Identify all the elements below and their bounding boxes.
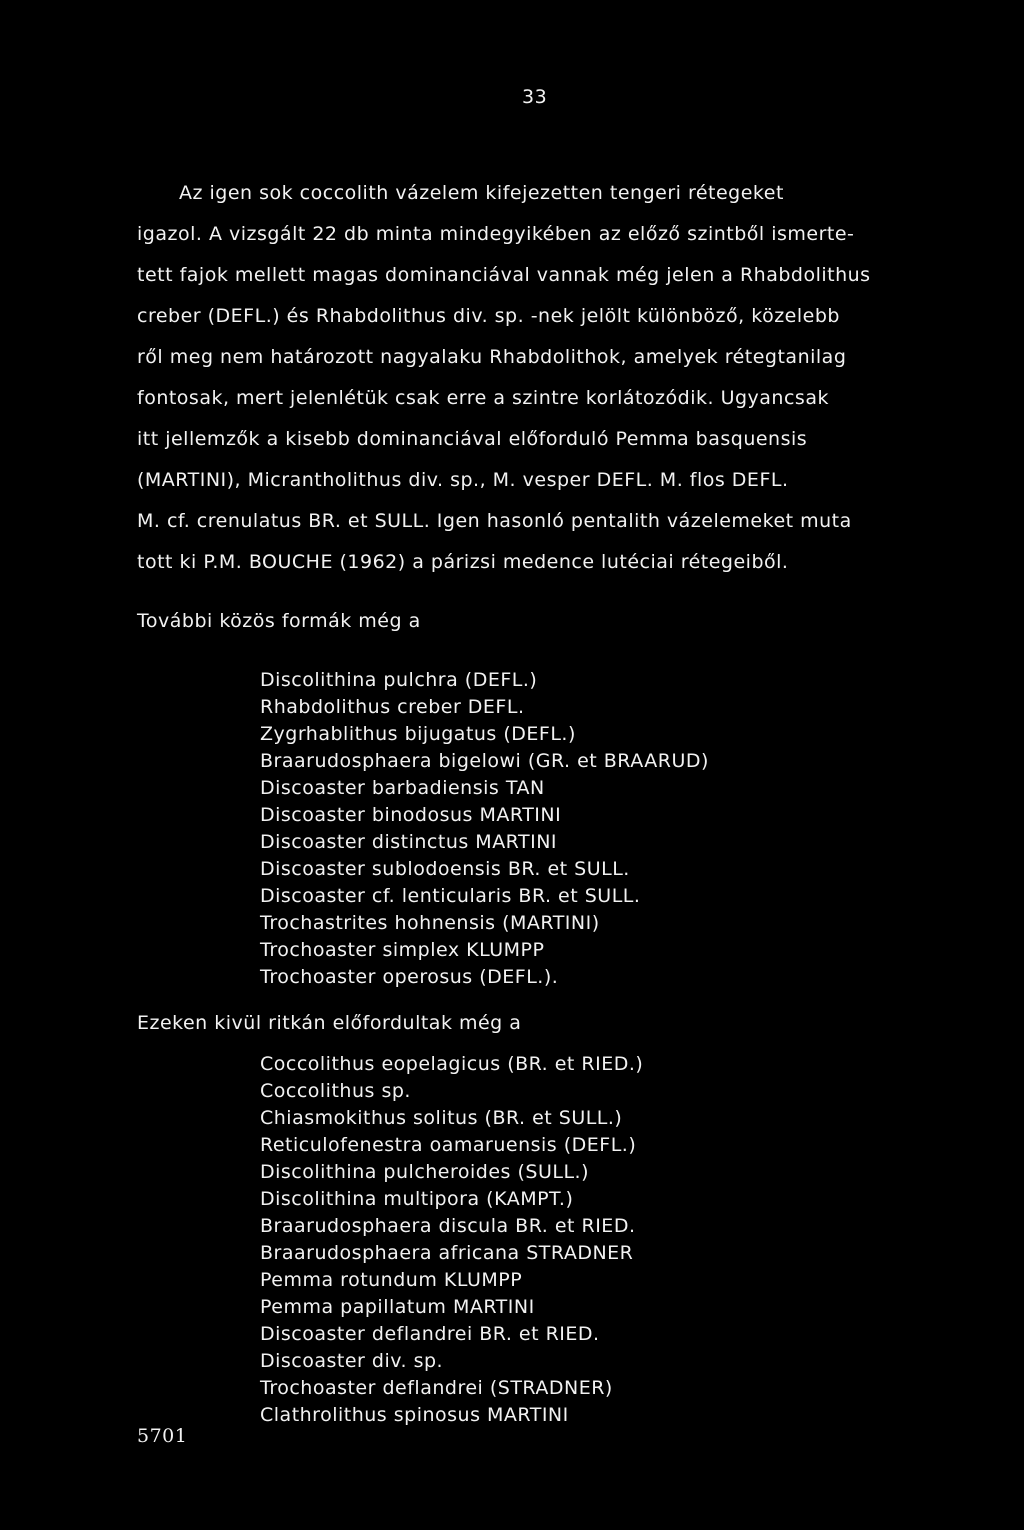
common-forms-heading: További közös formák még a [137, 610, 421, 632]
list-item: Discolithina multipora (KAMPT.) [260, 1188, 574, 1210]
list-item: Discoaster barbadiensis TAN [260, 777, 545, 799]
paragraph-line: igazol. A vizsgált 22 db minta mindegyikében az előző szintből ismerte- [137, 223, 855, 245]
main-paragraph [137, 173, 917, 583]
paragraph-line: creber (DEFL.) és Rhabdolithus div. sp. -nek jelölt különböző, közelebb [137, 305, 840, 327]
list-item: Discoaster deflandrei BR. et RIED. [260, 1323, 600, 1345]
list-item: Pemma rotundum KLUMPP [260, 1269, 523, 1291]
paragraph-line: Az igen sok coccolith vázelem kifejezetten tengeri rétegeket [179, 182, 784, 204]
paragraph-line: M. cf. crenulatus BR. et SULL. Igen hasonló pentalith vázelemeket muta [137, 510, 852, 532]
list-item: Trochoaster deflandrei (STRADNER) [260, 1377, 613, 1399]
list-item: Braarudosphaera discula BR. et RIED. [260, 1215, 636, 1237]
list-item: Discolithina pulchra (DEFL.) [260, 669, 538, 691]
list-item: Zygrhablithus bijugatus (DEFL.) [260, 723, 576, 745]
list-item: Discolithina pulcheroides (SULL.) [260, 1161, 589, 1183]
list-item: Pemma papillatum MARTINI [260, 1296, 535, 1318]
paragraph-line: tett fajok mellett magas dominanciával vannak még jelen a Rhabdolithus [137, 264, 871, 286]
list-item: Discoaster div. sp. [260, 1350, 444, 1372]
list-item: Coccolithus sp. [260, 1080, 411, 1102]
paragraph-line: fontosak, mert jelenlétük csak erre a szintre korlátozódik. Ugyancsak [137, 387, 829, 409]
list-item: Trochoaster operosus (DEFL.). [260, 966, 559, 988]
list-item: Reticulofenestra oamaruensis (DEFL.) [260, 1134, 637, 1156]
paragraph-line: itt jellemzők a kisebb dominanciával előforduló Pemma basquensis [137, 428, 808, 450]
rare-forms-heading: Ezeken kivül ritkán előfordultak még a [137, 1012, 522, 1034]
list-item: Discoaster sublodoensis BR. et SULL. [260, 858, 630, 880]
list-item: Braarudosphaera bigelowi (GR. et BRAARUD) [260, 750, 709, 772]
common-forms-list [260, 667, 709, 991]
list-item: Coccolithus eopelagicus (BR. et RIED.) [260, 1053, 644, 1075]
page-number: 33 [522, 86, 548, 108]
list-item: Trochoaster simplex KLUMPP [260, 939, 545, 961]
list-item: Braarudosphaera africana STRADNER [260, 1242, 634, 1264]
paragraph-line: (MARTINI), Micrantholithus div. sp., M. vesper DEFL. M. flos DEFL. [137, 469, 789, 491]
list-item: Discoaster cf. lenticularis BR. et SULL. [260, 885, 641, 907]
list-item: Trochastrites hohnensis (MARTINI) [260, 912, 600, 934]
list-item: Discoaster binodosus MARTINI [260, 804, 562, 826]
list-item: Clathrolithus spinosus MARTINI [260, 1404, 569, 1426]
rare-forms-list [260, 1051, 643, 1429]
list-item: Discoaster distinctus MARTINI [260, 831, 558, 853]
list-item: Chiasmokithus solitus (BR. et SULL.) [260, 1107, 623, 1129]
paragraph-line: tott ki P.M. BOUCHE (1962) a párizsi medence lutéciai rétegeiből. [137, 551, 789, 573]
footer-code: 5701 [137, 1425, 188, 1447]
list-item: Rhabdolithus creber DEFL. [260, 696, 525, 718]
paragraph-line: ről meg nem határozott nagyalaku Rhabdolithok, amelyek rétegtanilag [137, 346, 847, 368]
